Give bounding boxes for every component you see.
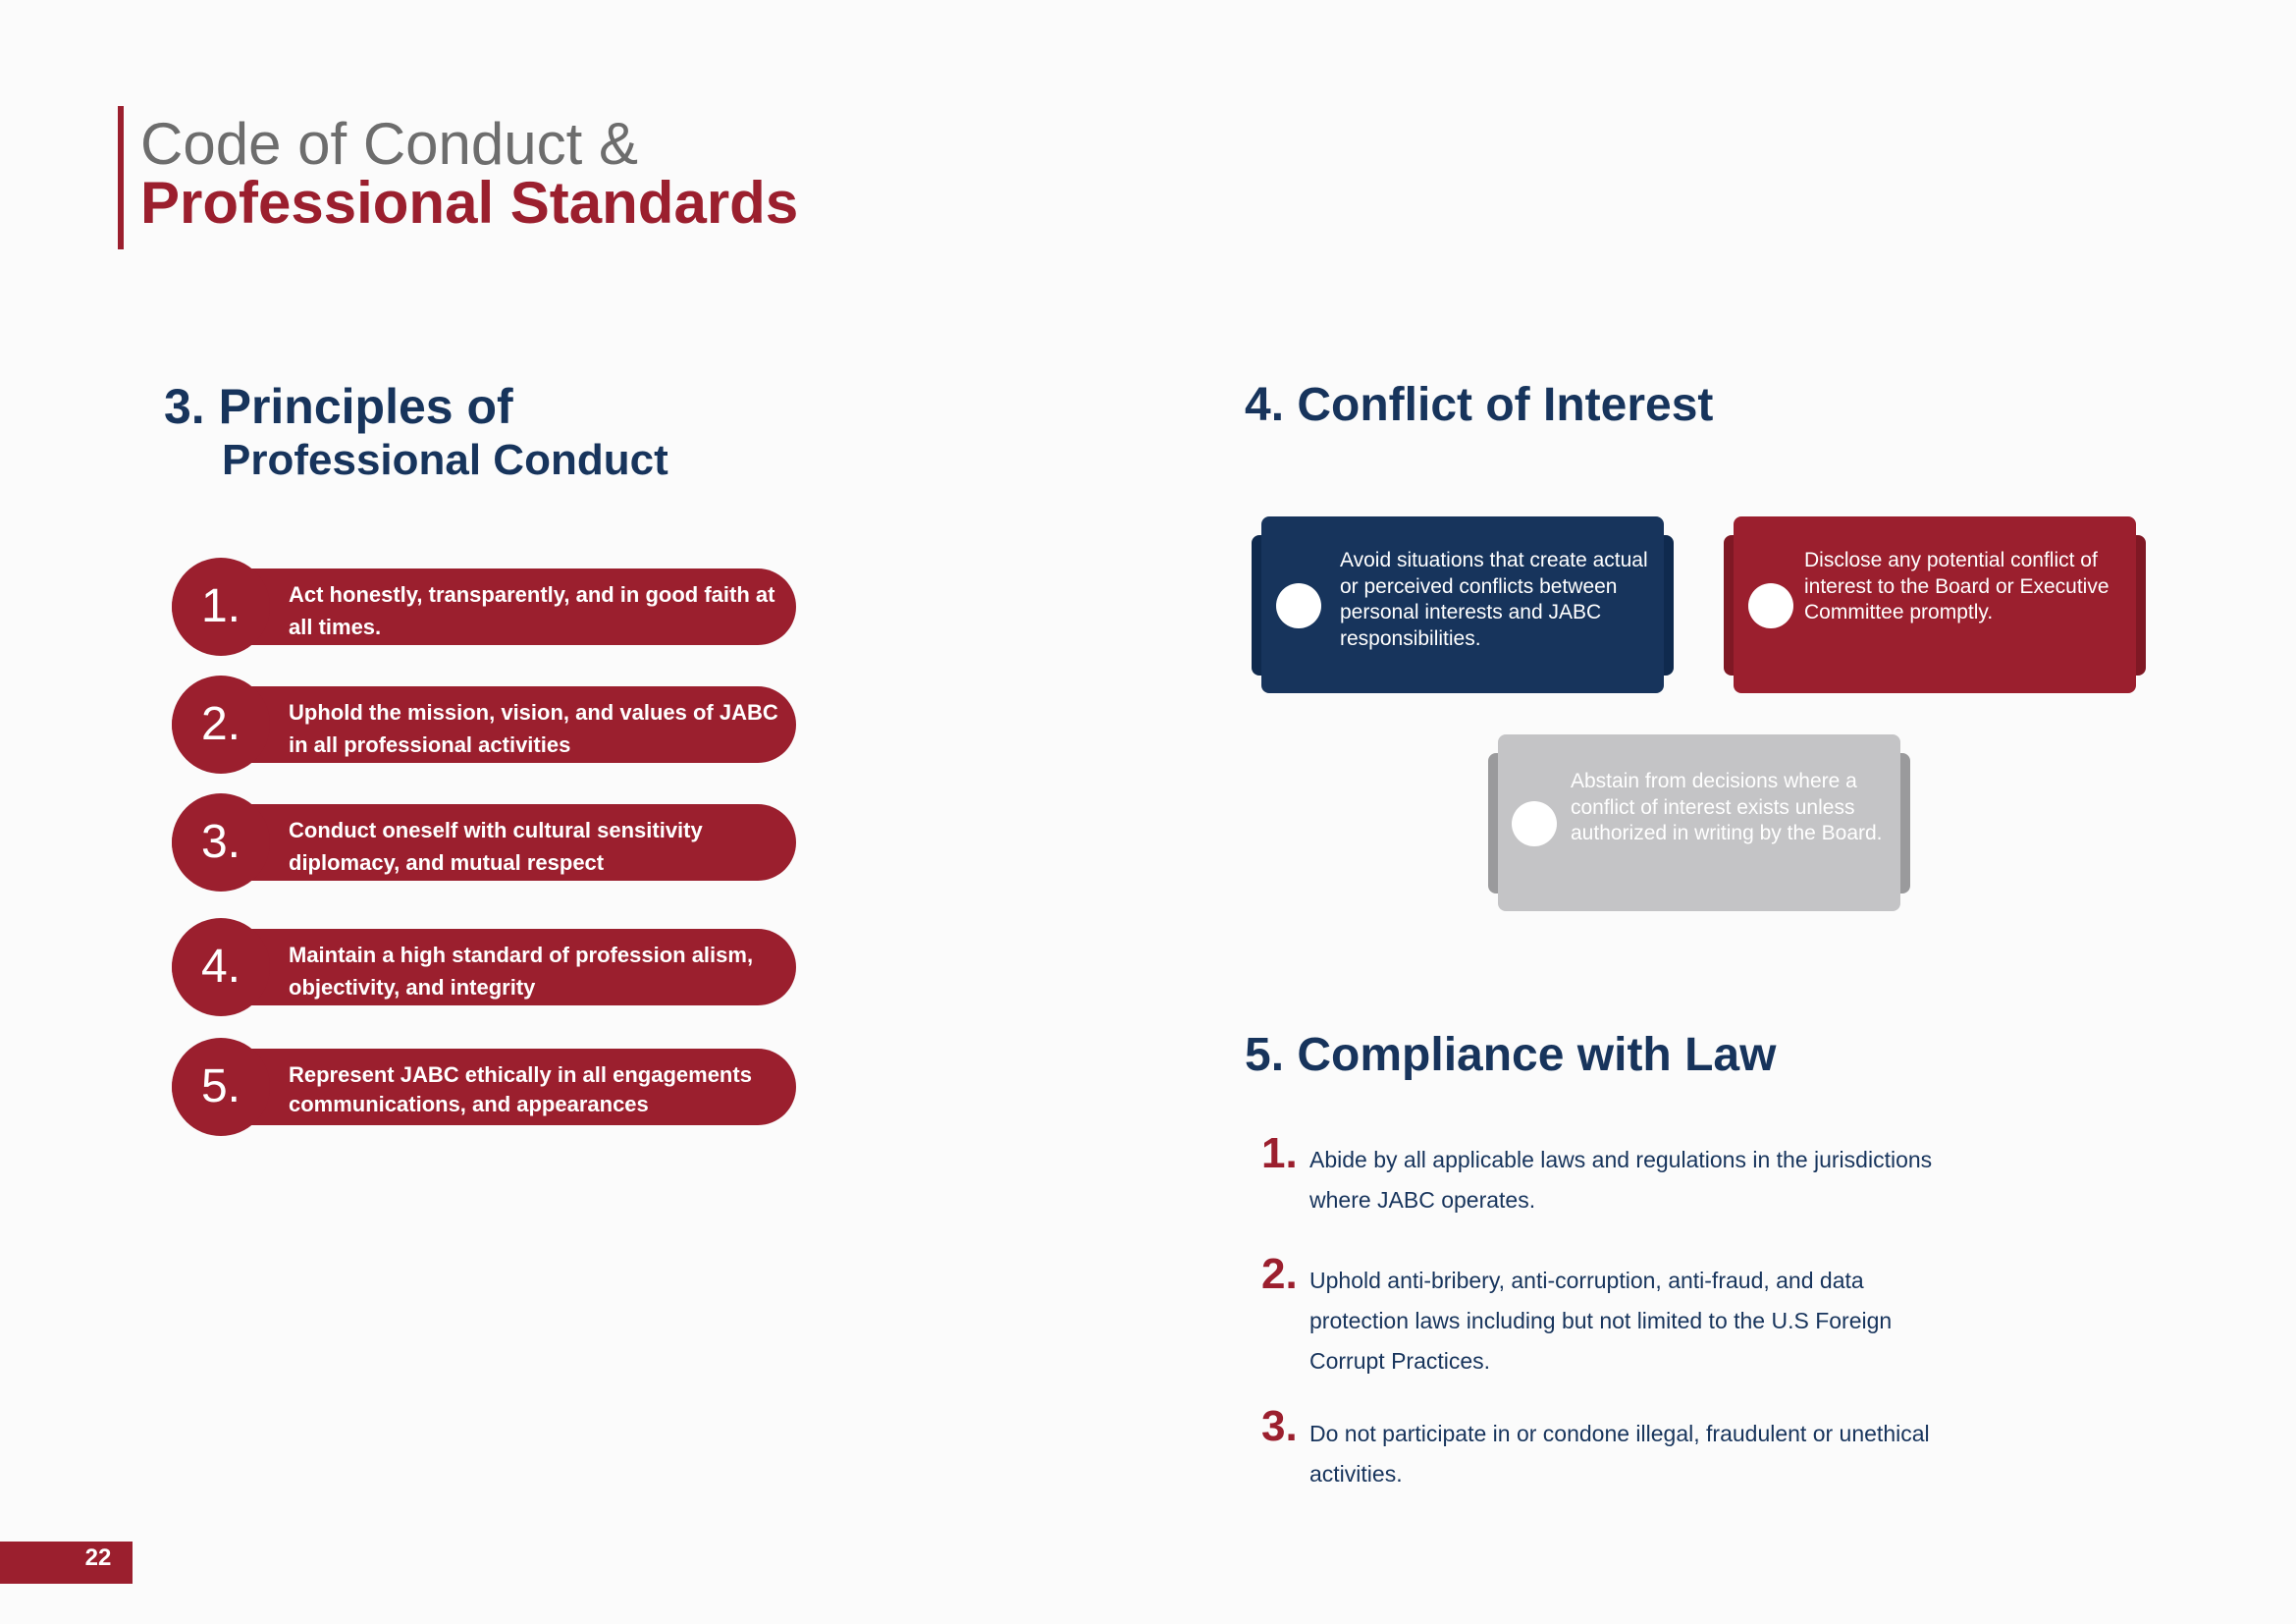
conflict-card-disclose [1734, 516, 2136, 693]
principle-number: 4. [200, 941, 241, 993]
page-title-line1: Code of Conduct & [140, 111, 638, 177]
bullet-dot-icon [1512, 801, 1557, 846]
law-item-number: 3. [1261, 1402, 1298, 1450]
section3-heading-line1: 3. Principles of [164, 379, 513, 434]
principle-item [172, 929, 796, 1005]
principle-item [172, 686, 796, 763]
page-number: 22 [84, 1544, 112, 1571]
principle-number: 1. [200, 580, 241, 632]
section4-heading: 4. Conflict of Interest [1245, 379, 1714, 431]
section3-heading-line2: Professional Conduct [222, 436, 668, 484]
law-item-text: Uphold anti-bribery, anti-corruption, anti-fraud, and data protection laws including but not limited to the U.S Foreign Corrupt Practices. [1309, 1268, 1893, 1374]
principle-item [172, 804, 796, 881]
principle-item [172, 568, 796, 645]
principle-text: Maintain a high standard of profession alism, objectivity, and integrity [289, 943, 754, 1000]
conflict-card-abstain [1498, 734, 1900, 911]
bullet-dot-icon [1276, 583, 1321, 628]
conflict-card-avoid [1261, 516, 1664, 693]
principle-text: Uphold the mission, vision, and values of JABC in all professional activities [289, 700, 778, 757]
principle-text: Act honestly, transparently, and in good faith at all times. [289, 582, 775, 639]
law-item-number: 2. [1261, 1250, 1298, 1298]
principle-text: Conduct oneself with cultural sensitivity diplomacy, and mutual respect [289, 818, 703, 875]
law-item-text: Abide by all applicable laws and regulations in the jurisdictions where JABC operates. [1309, 1147, 1933, 1213]
conflict-card-text: Abstain from decisions where a conflict of interest exists unless authorized in writing by the Board. [1571, 770, 1883, 844]
law-item-text: Do not participate in or condone illegal, fraudulent or unethical activities. [1309, 1421, 1930, 1487]
principle-number: 5. [200, 1060, 241, 1112]
principle-item [172, 1049, 796, 1125]
conflict-card-text: Avoid situations that create actual or perceived conflicts between personal interests and JABC responsibilities. [1340, 549, 1648, 650]
conflict-card-text: Disclose any potential conflict of interest to the Board or Executive Committee promptly. [1804, 549, 2109, 623]
title-accent-bar [118, 106, 124, 249]
principle-text: Represent JABC ethically in all engagements communications, and appearances [289, 1062, 752, 1116]
law-item-number: 1. [1261, 1129, 1298, 1177]
page-title-line2: Professional Standards [140, 170, 799, 236]
section5-heading: 5. Compliance with Law [1245, 1029, 1777, 1081]
principle-number: 3. [200, 816, 241, 868]
principle-number: 2. [200, 698, 241, 750]
bullet-dot-icon [1748, 583, 1793, 628]
